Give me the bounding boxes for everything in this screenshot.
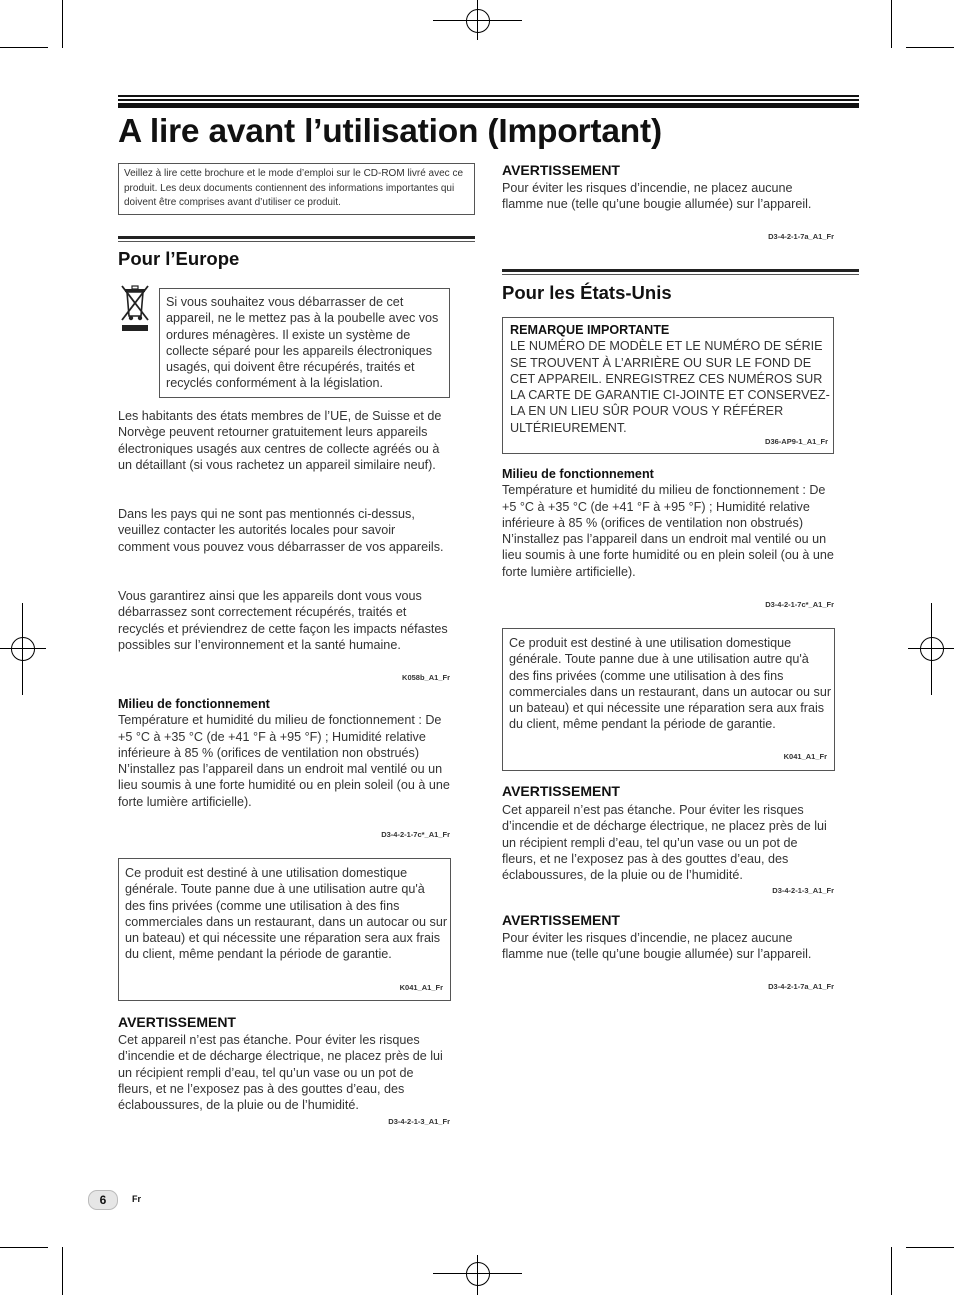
code-label: D3-4-2-1-7a_A1_Fr bbox=[768, 982, 834, 991]
code-label: K041_A1_Fr bbox=[783, 752, 827, 761]
europe-paragraph-3: Vous garantirez ainsi que les appareils dont vous vous débarrassez sont correctement récupérés, traités et recyclés et préviendrez de cette façon les impacts néfastes possibles sur l’environnement et la santé humaine. bbox=[118, 589, 448, 652]
section-title-europe: Pour l’Europe bbox=[118, 248, 240, 269]
code-label: K058b_A1_Fr bbox=[402, 673, 450, 682]
right-warning-3-text: Pour éviter les risques d’incendie, ne placez aucune flamme nue (telle qu’une bougie allumée) sur l’appareil. bbox=[502, 931, 812, 962]
page-number: 6 bbox=[88, 1190, 118, 1210]
left-env-section bbox=[118, 696, 450, 810]
europe-paragraph-1: Les habitants des états membres de l’UE, de Suisse et de Norvège peuvent retourner gratuitement leurs appareils électroniques usagés aux centres de collecte agréés ou à un détaillant (si vous rachetez un appareil similaire neuf). bbox=[118, 409, 442, 472]
intro-box: Veillez à lire cette brochure et le mode d’emploi sur le CD-ROM livré avec ce produit. Les deux documents contiennent des informations importantes qui doivent être comprises avant d’utiliser ce produit. bbox=[118, 163, 475, 215]
right-warning-2-title: AVERTISSEMENT bbox=[502, 783, 620, 799]
left-env-text: Température et humidité du milieu de fonctionnement : De +5 °C à +35 °C (de +41 °F à +95 °F) ; Humidité relative inférieure à 85 % (orifices de ventilation non obstrués) bbox=[118, 713, 442, 760]
left-env-title: Milieu de fonctionnement bbox=[118, 697, 270, 711]
left-warning-title: AVERTISSEMENT bbox=[118, 1014, 236, 1030]
section-rule-usa bbox=[502, 269, 859, 272]
right-warning-1-text: Pour éviter les risques d’incendie, ne placez aucune flamme nue (telle qu’une bougie allumée) sur l’appareil. bbox=[502, 181, 812, 212]
code-label: K041_A1_Fr bbox=[399, 983, 443, 992]
language-code: Fr bbox=[132, 1194, 141, 1204]
important-notice bbox=[510, 322, 832, 436]
right-warning-1-title: AVERTISSEMENT bbox=[502, 162, 620, 178]
weee-text: Si vous souhaitez vous débarrasser de cet appareil, ne le mettez pas à la poubelle avec vos ordures ménagères. Il existe un système de collecte séparé pour les appareils électroniques usagés, qui doivent être récupérés, traités et recyclés conformément à la législation. bbox=[166, 295, 439, 391]
code-label: D36-AP9-1_A1_Fr bbox=[765, 437, 828, 446]
page-title: A lire avant l’utilisation (Important) bbox=[118, 113, 662, 150]
left-warning-text: Cet appareil n’est pas étanche. Pour éviter les risques d’incendie et de décharge électrique, ne placez près de lui un récipient rempli d’eau, tel qu’un vase ou un pot de fleurs, et ne l’exposez pas à des gouttes d’eau, des éclaboussures, de la pluie ou de l’humidité. bbox=[118, 1033, 443, 1113]
left-domestic-text: Ce produit est destiné à une utilisation domestique générale. Toute panne due à une utilisation autre qu'à des fins privées (comme une utilisation à des fins commerciales dans un restaurant, dans un autocar ou sur un bateau) et qui nécessite une réparation sera aux frais du client, même pendant la période de garantie. bbox=[125, 866, 448, 962]
right-warning-2-text: Cet appareil n’est pas étanche. Pour éviter les risques d’incendie et de décharge électrique, ne placez près de lui un récipient rempli d’eau, tel qu’un vase ou un pot de fleurs, et ne l’exposez pas à des gouttes d’eau, des éclaboussures, de la pluie ou de l’humidité. bbox=[502, 803, 827, 883]
right-domestic-text: Ce produit est destiné à une utilisation domestique générale. Toute panne due à une utilisation autre qu'à des fins privées (comme une utilisation à des fins commerciales dans un restaurant, dans un autocar ou sur un bateau) et qui nécessite une réparation sera aux frais du client, même pendant la période de garantie. bbox=[509, 636, 832, 732]
notice-title: REMARQUE IMPORTANTE bbox=[510, 323, 670, 337]
europe-paragraph-2: Dans les pays qui ne sont pas mentionnés ci-dessus, veuillez contacter les autorités locales pour savoir comment vous pouvez vous débarrasser de vos appareils. bbox=[118, 507, 444, 554]
code-label: D3-4-2-1-3_A1_Fr bbox=[388, 1117, 450, 1126]
code-label: D3-4-2-1-7c*_A1_Fr bbox=[381, 830, 450, 839]
right-env-text: Température et humidité du milieu de fonctionnement : De +5 °C à +35 °C (de +41 °F à +95 °F) ; Humidité relative inférieure à 85 % (orifices de ventilation non obstrués) bbox=[502, 483, 826, 530]
right-env-title: Milieu de fonctionnement bbox=[502, 467, 654, 481]
code-label: D3-4-2-1-7c*_A1_Fr bbox=[765, 600, 834, 609]
left-env-text-2: N’installez pas l’appareil dans un endroit mal ventilé ou un lieu soumis à une forte humidité ou en plein soleil (ou à une forte lumière artificielle). bbox=[118, 762, 450, 809]
section-title-usa: Pour les États-Unis bbox=[502, 282, 672, 303]
weee-icon bbox=[118, 282, 152, 334]
notice-text: LE NUMÉRO DE MODÈLE ET LE NUMÉRO DE SÉRIE SE TROUVENT À L’ARRIÈRE OU SUR LE FOND DE CET APPAREIL. ENREGISTREZ CES NUMÉROS SUR LA CARTE DE GARANTIE CI-JOINTE ET CONSERVEZ-LA EN UN LIEU SÛR POUR VOUS Y RÉFÉRER ULTÉRIEUREMENT. bbox=[510, 339, 830, 435]
right-env-section bbox=[502, 466, 834, 580]
code-label: D3-4-2-1-3_A1_Fr bbox=[772, 886, 834, 895]
right-warning-3-title: AVERTISSEMENT bbox=[502, 912, 620, 928]
title-rule bbox=[118, 95, 859, 108]
code-label: D3-4-2-1-7a_A1_Fr bbox=[768, 232, 834, 241]
right-env-text-2: N’installez pas l’appareil dans un endroit mal ventilé ou un lieu soumis à une forte humidité ou en plein soleil (ou à une forte lumière artificielle). bbox=[502, 532, 834, 579]
section-rule-europe bbox=[118, 236, 475, 239]
